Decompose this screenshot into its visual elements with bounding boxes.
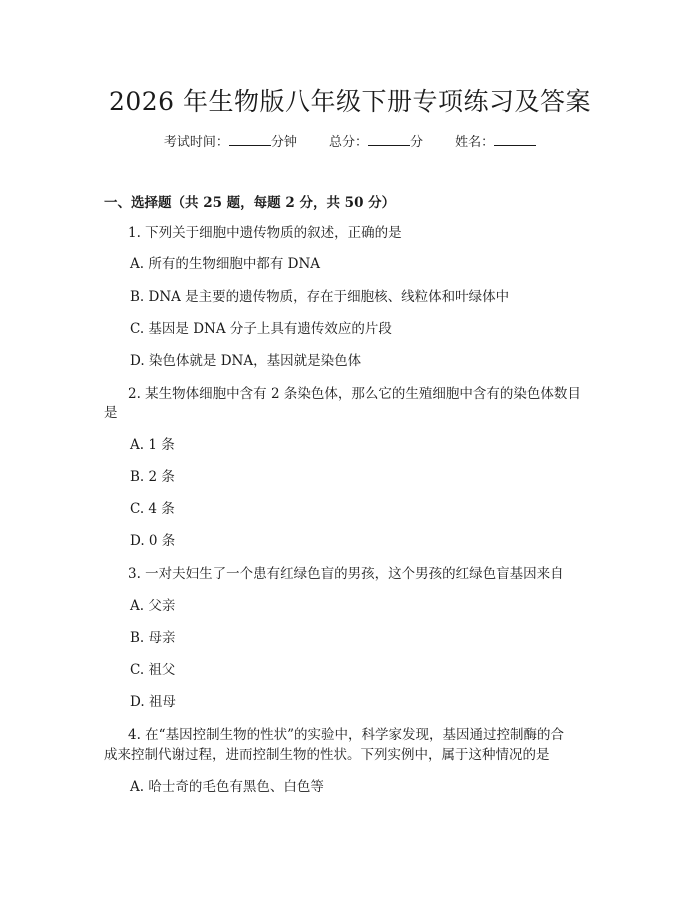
question-2-stem: 2. 某生物体细胞中含有 2 条染色体，那么它的生殖细胞中含有的染色体数目 [128,386,581,402]
question-3-option-c: C. 祖父 [130,662,176,678]
exam-info-line [0,131,700,150]
question-1-option-b: B. DNA 是主要的遗传物质，存在于细胞核、线粒体和叶绿体中 [130,289,510,305]
question-4-option-a: A. 哈士奇的毛色有黑色、白色等 [130,779,324,795]
total-score-field [329,131,423,150]
question-4-stem-continued: 成来控制代谢过程，进而控制生物的性状。下列实例中，属于这种情况的是 [104,747,550,763]
total-score-blank [368,133,410,146]
student-name-label: 姓名： [455,135,495,150]
question-2-option-c: C. 4 条 [130,501,175,517]
question-3-option-d: D. 祖母 [130,694,176,710]
question-3-option-a: A. 父亲 [130,598,176,614]
question-1-option-d: D. 染色体就是 DNA，基因就是染色体 [130,353,362,369]
question-1-stem: 1. 下列关于细胞中遗传物质的叙述，正确的是 [128,225,402,241]
exam-time-field [164,131,297,150]
question-2-stem-continued: 是 [104,405,118,421]
question-3-stem: 3. 一对夫妇生了一个患有红绿色盲的男孩，这个男孩的红绿色盲基因来自 [128,566,564,582]
exam-time-unit: 分钟 [270,135,297,150]
question-2-option-a: A. 1 条 [130,437,175,453]
student-name-field [455,131,536,150]
total-score-unit: 分 [410,135,424,150]
question-2-option-b: B. 2 条 [130,469,175,485]
question-1-option-a: A. 所有的生物细胞中都有 DNA [130,256,321,272]
exam-time-blank [229,133,271,146]
exam-time-label: 考试时间： [163,135,229,150]
section-heading: 一、选择题（共 25 题，每题 2 分，共 50 分） [104,195,396,211]
student-name-blank [494,133,536,146]
document-title: 2026 年生物版八年级下册专项练习及答案 [108,87,592,116]
total-score-label: 总分： [328,135,368,150]
question-1-option-c: C. 基因是 DNA 分子上具有遗传效应的片段 [130,321,392,337]
question-3-option-b: B. 母亲 [130,630,176,646]
question-2-option-d: D. 0 条 [130,533,176,549]
question-4-stem: 4. 在“基因控制生物的性状”的实验中，科学家发现，基因通过控制酶的合 [128,727,564,743]
